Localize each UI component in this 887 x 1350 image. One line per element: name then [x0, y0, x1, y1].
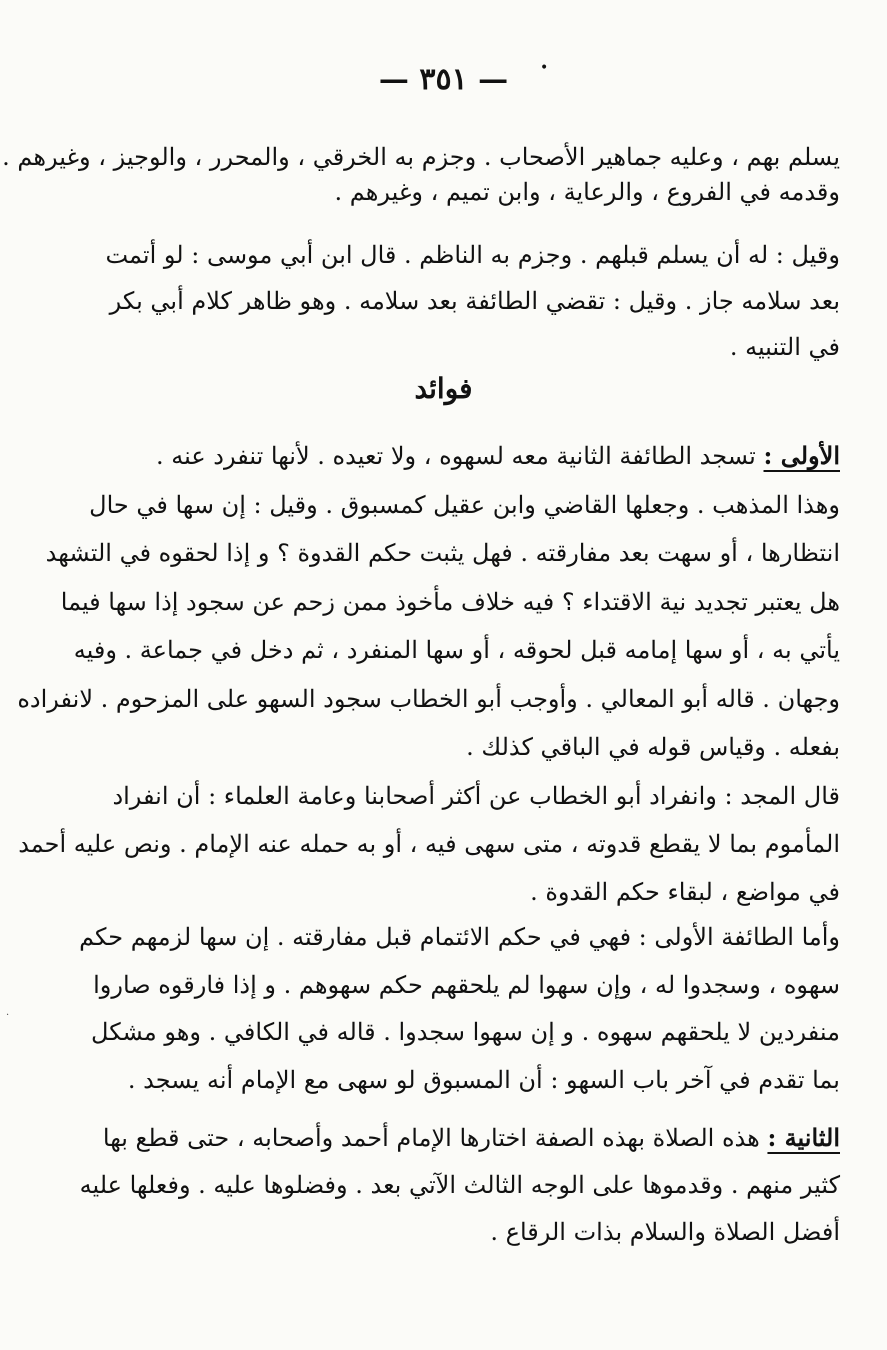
- text-line: في التنبيه .: [729, 333, 840, 361]
- text-line: [102, 1114, 840, 1162]
- text-line: وهذا المذهب . وجعلها القاضي وابن عقيل كمسبوق . وقيل : إن سها في حال: [89, 490, 840, 519]
- text-line: سهوه ، وسجدوا له ، وإن سهوا لم يلحقهم حكم سهوهم . و إذا فارقوه صاروا: [93, 970, 840, 999]
- text-line: بفعله . وقياس قوله في الباقي كذلك .: [466, 733, 840, 761]
- text-line: انتظارها ، أو سهت بعد مفارقته . فهل يثبت حكم القدوة ؟ و إذا لحقوه في التشهد: [45, 539, 840, 567]
- paragraph-1: [2, 140, 840, 210]
- text-line: قال المجد : وانفراد أبو الخطاب عن أكثر أصحابنا وعامة العلماء : أن انفراد: [112, 782, 840, 810]
- text-line: وجهان . قاله أبو المعالي . وأوجب أبو الخطاب سجود السهو على المزحوم . لانفراده: [17, 684, 840, 713]
- text-line: بما تقدم في آخر باب السهو : أن المسبوق لو سهى مع الإمام أنه يسجد .: [127, 1065, 840, 1094]
- text-line: كثير منهم . وقدموها على الوجه الثالث الآتي بعد . وفضلوها عليه . وفعلها عليه: [79, 1171, 840, 1199]
- text-line: أفضل الصلاة والسلام بذات الرقاع .: [490, 1218, 840, 1246]
- text-line: بعد سلامه جاز . وقيل : تقضي الطائفة بعد سلامه . وهو ظاهر كلام أبي بكر: [109, 287, 840, 315]
- text-line: المأموم بما لا يقطع قدوته ، متى سهى فيه ، أو به حمله عنه الإمام . ونص عليه أحمد: [18, 830, 840, 858]
- text-line: وقدمه في الفروع ، والرعاية ، وابن تميم ، وغيرهم .: [334, 178, 840, 206]
- paragraph-6: [79, 1114, 840, 1256]
- paragraph-2: [105, 232, 840, 370]
- text-line: منفردين لا يلحقهم سهوه . و إن سهوا سجدوا . قاله في الكافي . وهو مشكل: [91, 1018, 840, 1046]
- page-number: — ٣٥١ —: [378, 62, 509, 97]
- lead-word: الأولى :: [763, 441, 840, 470]
- text-line: هل يعتبر تجديد نية الاقتداء ؟ فيه خلاف مأخوذ ممن زحم عن سجود إذا سها فيما: [60, 587, 840, 616]
- section-heading: فوائد: [414, 372, 473, 405]
- text-line: وأما الطائفة الأولى : فهي في حكم الائتمام قبل مفارقته . إن سها لزمهم حكم: [79, 923, 840, 951]
- text-line: [150, 432, 840, 481]
- text-line-content: هذه الصلاة بهذه الصفة اختارها الإمام أحمد وأصحابه ، حتى قطع بها: [102, 1124, 760, 1152]
- text-line-content: تسجد الطائفة الثانية معه لسهوه ، ولا تعيده . لأنها تنفرد عنه .: [155, 442, 756, 470]
- paragraph-4: [18, 772, 840, 916]
- text-line: يسلم بهم ، وعليه جماهير الأصحاب . وجزم به الخرقي ، والمحرر ، والوجيز ، وغيرهم .: [2, 143, 840, 171]
- paragraph-5: [79, 914, 840, 1104]
- margin-speck: ·: [6, 1010, 10, 1021]
- lead-word: الثانية :: [767, 1123, 840, 1152]
- ink-dot: •: [540, 60, 549, 76]
- paragraph-3: [17, 432, 840, 772]
- text-line: يأتي به ، أو سها إمامه قبل لحوقه ، أو سها المنفرد ، ثم دخل في جماعة . وفيه: [73, 636, 840, 664]
- text-line: وقيل : له أن يسلم قبلهم . وجزم به الناظم . قال ابن أبي موسى : لو أتمت: [105, 241, 840, 269]
- text-line: في مواضع ، لبقاء حكم القدوة .: [530, 878, 840, 906]
